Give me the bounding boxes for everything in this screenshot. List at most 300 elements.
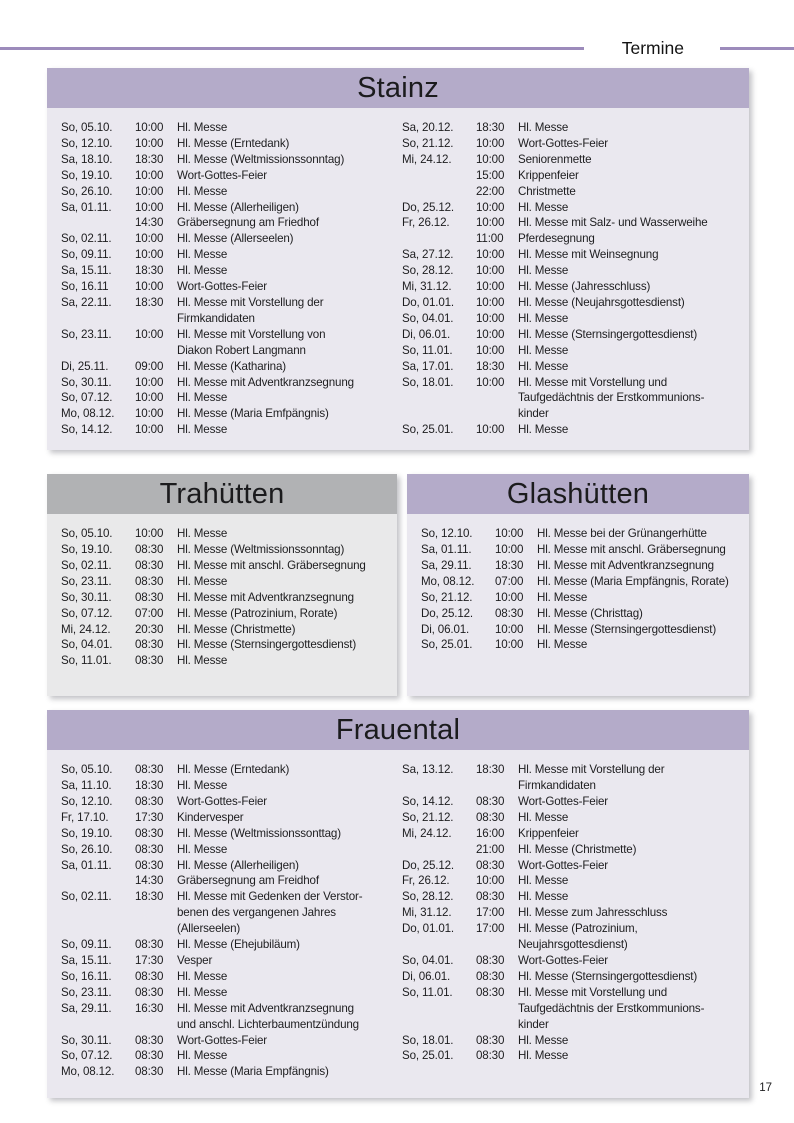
schedule-column-left xyxy=(61,120,394,438)
entry-description: Hl. Messe xyxy=(177,391,228,405)
entry-date: So, 04.01. xyxy=(61,638,113,652)
schedule-entry xyxy=(61,1064,394,1080)
schedule-entry xyxy=(61,359,394,375)
schedule-entry xyxy=(61,295,394,327)
entry-date: So, 19.10. xyxy=(61,543,113,557)
entry-date: So, 09.11. xyxy=(61,938,112,952)
entry-time: 10:00 xyxy=(476,295,505,309)
schedule-entry xyxy=(402,215,735,231)
schedule-entry xyxy=(402,200,735,216)
entry-time: 08:30 xyxy=(135,1049,164,1063)
schedule-entry xyxy=(61,622,383,638)
entry-time: 08:30 xyxy=(135,654,164,668)
schedule-entry xyxy=(402,826,735,842)
entry-time: 10:00 xyxy=(495,590,524,604)
entry-date: So, 25.01. xyxy=(402,1049,454,1063)
entry-time: 08:30 xyxy=(495,606,524,620)
schedule-entry xyxy=(402,422,735,438)
schedule-entry xyxy=(421,574,735,590)
entry-description: Hl. Messe (Sternsingergottesdienst) xyxy=(537,622,717,636)
schedule-entry xyxy=(61,1033,394,1049)
entry-date: Do, 01.01. xyxy=(402,295,454,309)
schedule-entry xyxy=(61,1048,394,1064)
entry-date: So, 07.12. xyxy=(61,391,113,405)
entry-date: Sa, 01.11. xyxy=(61,200,112,214)
header-rule-left xyxy=(0,47,584,50)
entry-description: Hl. Messe zum Jahresschluss xyxy=(518,906,668,920)
entry-time: 10:00 xyxy=(135,527,164,541)
entry-time: 17:30 xyxy=(135,810,164,824)
entry-time: 18:30 xyxy=(135,779,164,793)
schedule-entry xyxy=(402,263,735,279)
entry-date: So, 30.11. xyxy=(61,1033,112,1047)
entry-time: 08:30 xyxy=(135,985,164,999)
entry-time: 10:00 xyxy=(135,327,164,341)
entry-date: Mo, 08.12. xyxy=(61,407,115,421)
entry-time: 08:30 xyxy=(476,858,505,872)
schedule-entry xyxy=(402,136,735,152)
schedule-entry xyxy=(402,1033,735,1049)
schedule-entry xyxy=(61,606,383,622)
entry-description: Hl. Messe (Weltmissionssonntag) xyxy=(177,543,345,557)
entry-time: 08:30 xyxy=(476,1033,505,1047)
entry-time: 10:00 xyxy=(495,622,524,636)
entry-time: 10:00 xyxy=(135,407,164,421)
schedule-entry xyxy=(421,606,735,622)
entry-time: 10:00 xyxy=(476,248,505,262)
entry-date: Di, 25.11. xyxy=(61,359,109,373)
page-number: 17 xyxy=(759,1082,772,1094)
entry-time: 07:00 xyxy=(495,574,524,588)
entry-time: 22:00 xyxy=(476,184,505,198)
entry-description: Hl. Messe (Sternsingergottesdienst) xyxy=(518,969,698,983)
entry-time: 10:00 xyxy=(135,391,164,405)
schedule-entry xyxy=(402,810,735,826)
schedule-entry xyxy=(61,842,394,858)
entry-description: Hl. Messe mit Vorstellung der Firmkandidaten xyxy=(177,295,324,325)
schedule-entry xyxy=(61,985,394,1001)
entry-time: 08:30 xyxy=(135,969,164,983)
entry-description: Hl. Messe mit Adventkranzsegnung xyxy=(177,375,354,389)
entry-description: Hl. Messe (Christtag) xyxy=(537,606,643,620)
entry-description: Hl. Messe (Christmette) xyxy=(177,622,296,636)
entry-time: 16:30 xyxy=(135,1001,164,1015)
entry-time: 10:00 xyxy=(476,343,505,357)
entry-description: Hl. Messe xyxy=(518,810,569,824)
entry-description: Hl. Messe (Patrozinium, Neujahrsgottesdienst) xyxy=(518,922,638,952)
entry-date: Sa, 17.01. xyxy=(402,359,454,373)
schedule-entry xyxy=(61,279,394,295)
entry-date: So, 05.10. xyxy=(61,763,113,777)
schedule-entry xyxy=(61,969,394,985)
entry-time: 08:30 xyxy=(476,985,505,999)
entry-description: Hl. Messe xyxy=(518,121,569,134)
entry-description: Vesper xyxy=(177,954,213,967)
entry-time: 08:30 xyxy=(476,794,505,808)
entry-time: 18:30 xyxy=(476,763,505,777)
entry-date: So, 04.01. xyxy=(402,954,454,967)
entry-time: 10:00 xyxy=(135,200,164,214)
schedule-entry xyxy=(61,794,394,810)
entry-date: So, 05.10. xyxy=(61,527,113,541)
schedule-entry xyxy=(421,637,735,653)
entry-date: So, 16.11 xyxy=(61,280,109,294)
schedule-entry xyxy=(61,526,383,542)
schedule-entry xyxy=(402,295,735,311)
entry-description: Hl. Messe (Erntedank) xyxy=(177,763,290,777)
entry-time: 21:00 xyxy=(476,842,505,856)
schedule-entry xyxy=(61,858,394,874)
entry-time: 14:30 xyxy=(135,216,164,230)
schedule-entry xyxy=(402,359,735,375)
entry-date: Di, 06.01. xyxy=(421,622,470,636)
schedule-entry xyxy=(402,120,735,136)
schedule-entry xyxy=(61,215,394,231)
entry-description: Hl. Messe (Sternsingergottesdienst) xyxy=(177,638,357,652)
entry-date: So, 21.12. xyxy=(402,136,454,150)
entry-date: So, 21.12. xyxy=(421,590,473,604)
entry-time: 10:00 xyxy=(495,638,524,652)
entry-date: Sa, 27.12. xyxy=(402,248,454,262)
entry-date: Mi, 24.12. xyxy=(402,152,452,166)
entry-date: Di, 06.01. xyxy=(402,327,451,341)
entry-description: Hl. Messe (Maria Emfpängnis) xyxy=(177,407,329,421)
entry-description: Hl. Messe (Erntedank) xyxy=(177,136,290,150)
entry-date: Mi, 24.12. xyxy=(61,622,111,636)
entry-date: So, 19.10. xyxy=(61,168,113,182)
entry-description: Wort-Gottes-Feier xyxy=(177,280,268,294)
schedule-entry xyxy=(61,120,394,136)
section-trahuetten xyxy=(47,474,397,696)
entry-description: Wort-Gottes-Feier xyxy=(518,858,609,872)
schedule-column xyxy=(421,526,735,653)
entry-description: Hl. Messe (Sternsingergottesdienst) xyxy=(518,327,698,341)
entry-time: 10:00 xyxy=(476,264,505,278)
entry-time: 10:00 xyxy=(476,375,505,389)
entry-description: Hl. Messe (Ehejubiläum) xyxy=(177,938,300,952)
schedule-entry xyxy=(402,311,735,327)
entry-description: Hl. Messe xyxy=(177,121,228,134)
entry-date: Sa, 15.11. xyxy=(61,954,112,967)
entry-description: Hl. Messe mit Adventkranzsegnung und anschl. Lichterbaumentzündung xyxy=(177,1001,359,1031)
entry-time: 08:30 xyxy=(135,794,164,808)
entry-date: So, 14.12. xyxy=(402,794,454,808)
entry-date: Mi, 31.12. xyxy=(402,280,452,294)
entry-description: Hl. Messe (Weltmissionssonntag) xyxy=(177,152,345,166)
section-glashuetten xyxy=(407,474,749,696)
entry-date: Sa, 15.11. xyxy=(61,264,112,278)
entry-time: 10:00 xyxy=(135,375,164,389)
entry-date: Do, 25.12. xyxy=(402,200,454,214)
entry-description: Gräbersegnung am Friedhof xyxy=(177,216,319,230)
section-body-stainz xyxy=(47,108,749,450)
entry-description: Hl. Messe mit anschl. Gräbersegnung xyxy=(177,558,366,572)
section-title-trahuetten: Trahütten xyxy=(47,474,397,514)
entry-time: 08:30 xyxy=(476,954,505,967)
entry-description: Hl. Messe (Katharina) xyxy=(177,359,286,373)
entry-description: Krippenfeier xyxy=(518,826,579,840)
schedule-column-right xyxy=(402,120,735,438)
entry-description: Hl. Messe mit Vorstellung von Diakon Robert Langmann xyxy=(177,327,326,357)
schedule-entry xyxy=(402,375,735,423)
schedule-entry xyxy=(61,1001,394,1033)
schedule-entry xyxy=(402,279,735,295)
entry-description: Kindervesper xyxy=(177,810,244,824)
entry-date xyxy=(402,168,476,184)
entry-description: Hl. Messe xyxy=(518,200,569,214)
entry-time: 10:00 xyxy=(476,280,505,294)
entry-time: 10:00 xyxy=(476,874,505,888)
entry-date: Fr, 26.12. xyxy=(402,216,450,230)
entry-time: 08:30 xyxy=(135,858,164,872)
schedule-entry xyxy=(402,247,735,263)
entry-date: So, 12.10. xyxy=(421,527,473,541)
entry-date: So, 12.10. xyxy=(61,794,113,808)
entry-date: So, 11.01. xyxy=(402,343,453,357)
schedule-entry xyxy=(61,200,394,216)
entry-time: 10:00 xyxy=(476,200,505,214)
entry-date: Do, 25.12. xyxy=(421,606,473,620)
entry-description: Krippenfeier xyxy=(518,168,579,182)
entry-time: 08:30 xyxy=(476,1049,505,1063)
entry-description: Hl. Messe xyxy=(177,527,228,541)
entry-description: Hl. Messe mit Gedenken der Verstor- benen des vergangenen Jahres (Allerseelen) xyxy=(177,890,363,936)
entry-date: So, 11.01. xyxy=(402,985,453,999)
entry-date xyxy=(61,873,135,889)
entry-date: So, 21.12. xyxy=(402,810,454,824)
entry-date: Sa, 20.12. xyxy=(402,121,454,134)
entry-time: 10:00 xyxy=(135,423,164,437)
entry-time: 10:00 xyxy=(476,327,505,341)
schedule-entry xyxy=(402,327,735,343)
entry-description: Hl. Messe mit Salz- und Wasserweihe xyxy=(518,216,708,230)
entry-time: 10:00 xyxy=(135,121,164,134)
entry-date: So, 28.12. xyxy=(402,890,454,904)
entry-time: 10:00 xyxy=(476,216,505,230)
entry-description: Hl. Messe xyxy=(177,654,228,668)
entry-date: So, 18.01. xyxy=(402,375,454,389)
entry-date: Mo, 08.12. xyxy=(421,574,475,588)
schedule-entry xyxy=(61,247,394,263)
entry-description: Wort-Gottes-Feier xyxy=(177,1033,268,1047)
entry-description: Hl. Messe xyxy=(518,311,569,325)
entry-description: Wort-Gottes-Feier xyxy=(177,794,268,808)
entry-date xyxy=(402,184,476,200)
schedule-entry xyxy=(402,905,735,921)
entry-time: 08:30 xyxy=(135,938,164,952)
entry-date: Sa, 01.11. xyxy=(421,543,472,557)
entry-time: 08:30 xyxy=(476,810,505,824)
entry-time: 18:30 xyxy=(495,558,524,572)
entry-date: Do, 25.12. xyxy=(402,858,454,872)
schedule-entry xyxy=(61,136,394,152)
entry-description: Hl. Messe (Maria Empfängnis) xyxy=(177,1065,329,1079)
page-header xyxy=(0,0,794,58)
entry-date: So, 19.10. xyxy=(61,826,113,840)
entry-description: Hl. Messe xyxy=(177,969,228,983)
entry-description: Hl. Messe mit Adventkranzsegnung xyxy=(177,590,354,604)
entry-description: Pferdesegnung xyxy=(518,232,595,246)
schedule-entry xyxy=(61,263,394,279)
entry-description: Wort-Gottes-Feier xyxy=(518,954,609,967)
page-content xyxy=(0,68,794,1098)
entry-date: Fr, 17.10. xyxy=(61,810,109,824)
entry-description: Hl. Messe xyxy=(177,985,228,999)
entry-date: So, 09.11. xyxy=(61,248,112,262)
entry-time: 10:00 xyxy=(135,280,164,294)
entry-time: 18:30 xyxy=(476,121,505,134)
entry-time: 08:30 xyxy=(135,842,164,856)
entry-date: So, 23.11. xyxy=(61,327,112,341)
entry-date: So, 07.12. xyxy=(61,1049,113,1063)
entry-time: 18:30 xyxy=(135,295,164,309)
section-body-frauental xyxy=(47,750,749,1098)
entry-description: Hl. Messe xyxy=(177,574,228,588)
entry-description: Hl. Messe xyxy=(537,638,588,652)
schedule-entry xyxy=(61,826,394,842)
schedule-entry xyxy=(61,231,394,247)
schedule-entry xyxy=(402,168,735,184)
entry-description: Hl. Messe xyxy=(518,423,569,437)
entry-time: 10:00 xyxy=(135,184,164,198)
entry-time: 08:30 xyxy=(135,638,164,652)
entry-description: Hl. Messe (Allerseelen) xyxy=(177,232,294,246)
entry-date: So, 23.11. xyxy=(61,574,112,588)
schedule-entry xyxy=(402,343,735,359)
entry-date: So, 11.01. xyxy=(61,654,112,668)
schedule-entry xyxy=(421,542,735,558)
entry-time: 09:00 xyxy=(135,359,164,373)
entry-description: Hl. Messe xyxy=(518,890,569,904)
schedule-entry xyxy=(61,810,394,826)
schedule-entry xyxy=(421,526,735,542)
entry-time: 10:00 xyxy=(476,152,505,166)
entry-time: 18:30 xyxy=(476,359,505,373)
entry-time: 16:00 xyxy=(476,826,505,840)
section-title-frauental: Frauental xyxy=(47,710,749,750)
entry-description: Hl. Messe (Weltmissionssonttag) xyxy=(177,826,341,840)
entry-time: 20:30 xyxy=(135,622,164,636)
entry-date: Sa, 13.12. xyxy=(402,763,454,777)
entry-date: So, 07.12. xyxy=(61,606,113,620)
entry-description: Hl. Messe (Jahresschluss) xyxy=(518,280,651,294)
schedule-entry xyxy=(421,590,735,606)
entry-time: 18:30 xyxy=(135,264,164,278)
entry-date: So, 02.11. xyxy=(61,232,112,246)
schedule-entry xyxy=(402,873,735,889)
entry-time: 07:00 xyxy=(135,606,164,620)
section-frauental xyxy=(47,710,749,1098)
entry-date xyxy=(61,215,135,231)
entry-time: 10:00 xyxy=(135,232,164,246)
entry-time: 08:30 xyxy=(135,1033,164,1047)
entry-time: 08:30 xyxy=(476,969,505,983)
entry-description: Hl. Messe (Allerheiligen) xyxy=(177,858,299,872)
entry-date: Fr, 26.12. xyxy=(402,874,450,888)
schedule-column-right xyxy=(402,762,735,1086)
schedule-entry xyxy=(61,422,394,438)
schedule-entry xyxy=(61,574,383,590)
entry-time: 18:30 xyxy=(135,152,164,166)
entry-time: 14:30 xyxy=(135,874,164,888)
section-title-glashuetten: Glashütten xyxy=(407,474,749,514)
entry-time: 15:00 xyxy=(476,168,505,182)
schedule-entry xyxy=(61,184,394,200)
entry-time: 08:30 xyxy=(135,1065,164,1079)
entry-time: 08:30 xyxy=(135,558,164,572)
schedule-entry xyxy=(402,231,735,247)
entry-date xyxy=(402,231,476,247)
entry-description: Hl. Messe xyxy=(177,248,228,262)
entry-description: Hl. Messe (Neujahrsgottesdienst) xyxy=(518,295,685,309)
entry-date: So, 25.01. xyxy=(402,423,454,437)
entry-date: So, 26.10. xyxy=(61,184,113,198)
entry-time: 11:00 xyxy=(476,232,504,246)
entry-description: Hl. Messe (Christmette) xyxy=(518,842,637,856)
entry-date: Sa, 29.11. xyxy=(421,558,472,572)
entry-time: 17:30 xyxy=(135,954,164,967)
entry-description: Hl. Messe xyxy=(537,590,588,604)
entry-description: Wort-Gottes-Feier xyxy=(177,168,268,182)
entry-description: Hl. Messe xyxy=(177,1049,228,1063)
entry-description: Seniorenmette xyxy=(518,152,592,166)
entry-date: Mo, 08.12. xyxy=(61,1065,115,1079)
entry-description: Hl. Messe xyxy=(177,423,228,437)
schedule-entry xyxy=(61,889,394,937)
entry-description: Hl. Messe mit Weinsegnung xyxy=(518,248,659,262)
entry-time: 10:00 xyxy=(476,423,505,437)
entry-date: So, 12.10. xyxy=(61,136,113,150)
schedule-entry xyxy=(61,762,394,778)
entry-date: So, 30.11. xyxy=(61,590,112,604)
entry-description: Hl. Messe (Allerheiligen) xyxy=(177,200,299,214)
entry-date: Do, 01.01. xyxy=(402,922,454,936)
schedule-entry xyxy=(61,637,383,653)
entry-description: Hl. Messe mit Vorstellung und Taufgedächtnis der Erstkommunions- kinder xyxy=(518,375,705,421)
schedule-entry xyxy=(402,953,735,969)
schedule-entry xyxy=(402,794,735,810)
section-body-glashuetten xyxy=(407,514,749,696)
schedule-entry xyxy=(402,985,735,1033)
schedule-column-left xyxy=(61,762,394,1086)
entry-description: Hl. Messe xyxy=(518,1033,569,1047)
entry-date: So, 18.01. xyxy=(402,1033,454,1047)
entry-description: Hl. Messe xyxy=(177,779,228,793)
entry-date: Di, 06.01. xyxy=(402,969,451,983)
section-body-trahuetten xyxy=(47,514,397,696)
entry-time: 10:00 xyxy=(495,527,524,541)
entry-date: Sa, 18.10. xyxy=(61,152,113,166)
schedule-entry xyxy=(402,969,735,985)
schedule-entry xyxy=(61,152,394,168)
entry-date: So, 23.11. xyxy=(61,985,112,999)
entry-time: 08:30 xyxy=(135,543,164,557)
entry-date: So, 28.12. xyxy=(402,264,454,278)
entry-time: 10:00 xyxy=(135,168,164,182)
schedule-entry xyxy=(61,390,394,406)
entry-description: Wort-Gottes-Feier xyxy=(518,794,609,808)
entry-date: Sa, 29.11. xyxy=(61,1001,112,1015)
schedule-entry xyxy=(61,953,394,969)
header-rule-right xyxy=(720,47,794,50)
entry-date: Sa, 01.11. xyxy=(61,858,112,872)
schedule-entry xyxy=(61,873,394,889)
entry-description: Hl. Messe xyxy=(518,359,569,373)
entry-description: Hl. Messe xyxy=(177,842,228,856)
entry-time: 17:00 xyxy=(476,922,505,936)
schedule-entry xyxy=(61,937,394,953)
schedule-entry xyxy=(61,375,394,391)
